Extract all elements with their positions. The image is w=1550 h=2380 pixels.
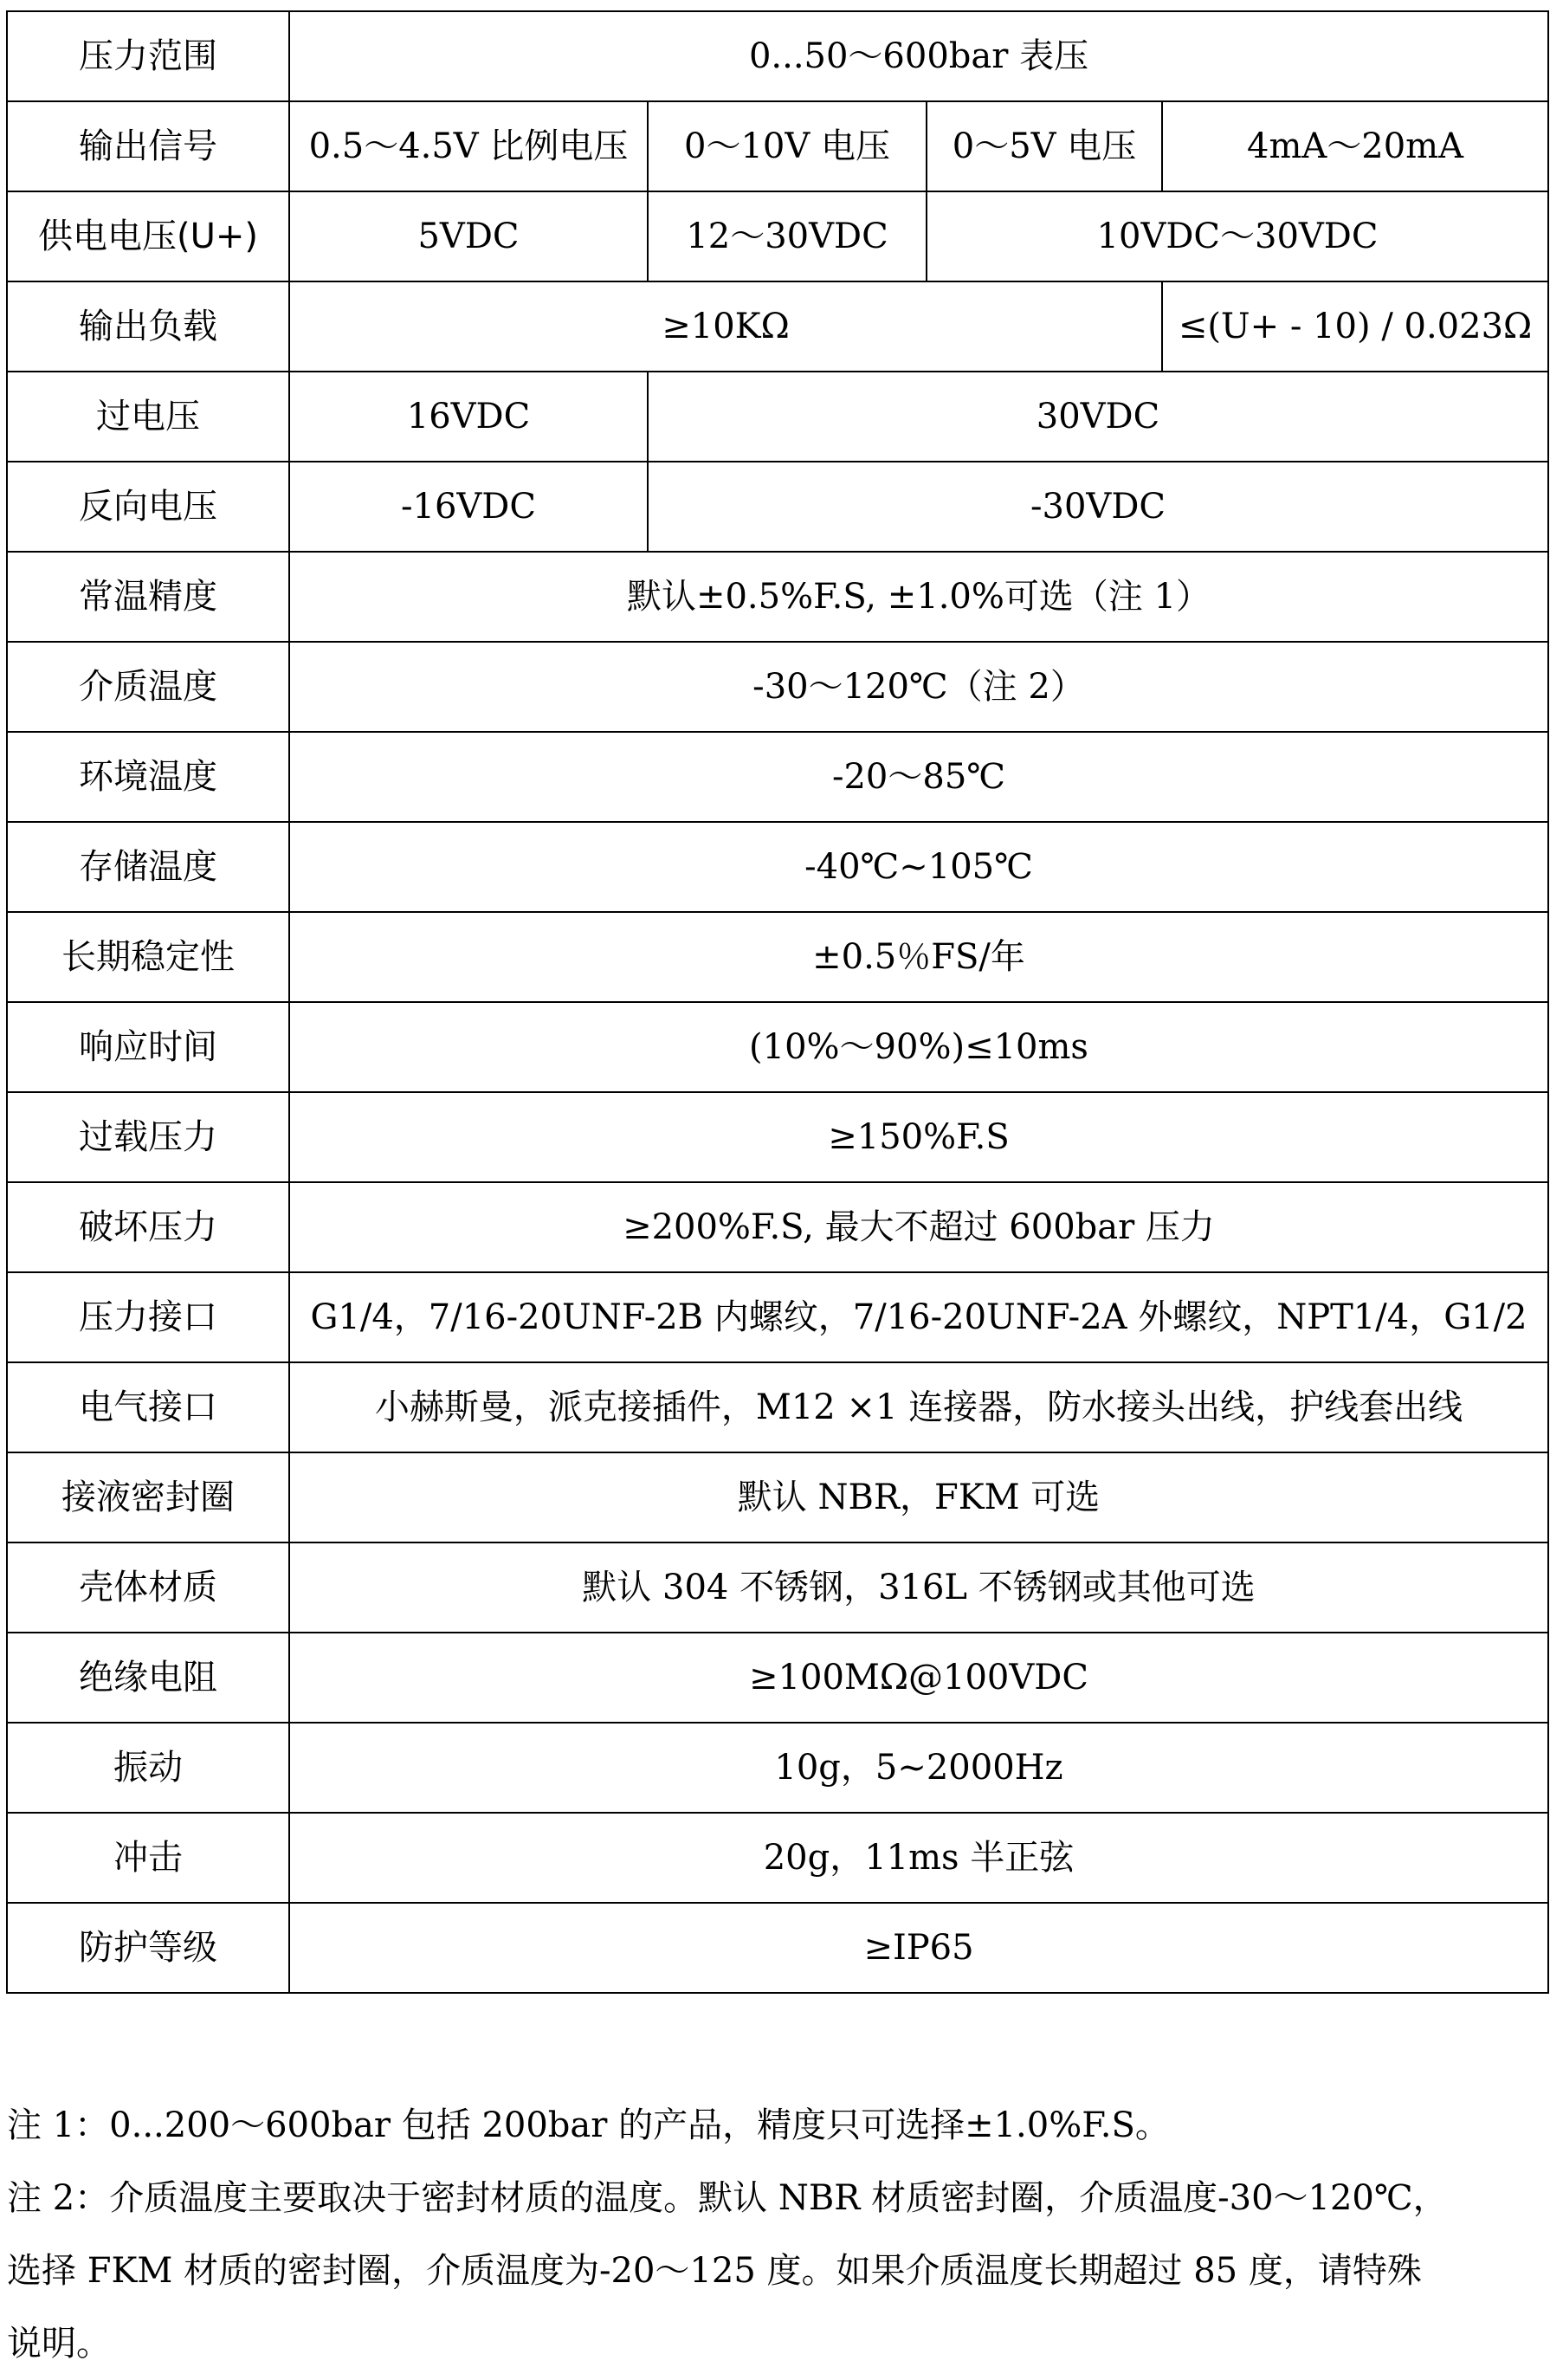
row-label: 电气接口 <box>7 1362 289 1452</box>
row-label: 存储温度 <box>7 822 289 912</box>
row-value: ≥IP65 <box>289 1903 1548 1993</box>
row-value: 小赫斯曼，派克接插件，M12 ×1 连接器，防水接头出线，护线套出线 <box>289 1362 1548 1452</box>
row-label: 过载压力 <box>7 1092 289 1182</box>
footnotes <box>7 2089 1531 2380</box>
row-label: 输出负载 <box>7 281 289 372</box>
row-value: ≥100MΩ@100VDC <box>289 1633 1548 1723</box>
footnote-2-line-3: 说明。 <box>7 2324 111 2364</box>
table-row <box>7 11 1548 101</box>
table-row <box>7 1002 1548 1092</box>
row-value: 12～30VDC <box>648 191 927 281</box>
row-label: 环境温度 <box>7 732 289 822</box>
table-row <box>7 1542 1548 1633</box>
row-value: -20～85℃ <box>289 732 1548 822</box>
table-row <box>7 1092 1548 1182</box>
table-row <box>7 552 1548 642</box>
row-value: G1/4，7/16-20UNF-2B 内螺纹，7/16-20UNF-2A 外螺纹，NPT1/4，G1/2 <box>289 1272 1548 1362</box>
table-row <box>7 101 1548 191</box>
row-label: 破坏压力 <box>7 1182 289 1272</box>
row-value: 0～5V 电压 <box>927 101 1162 191</box>
table-row <box>7 732 1548 822</box>
row-label: 接液密封圈 <box>7 1452 289 1542</box>
row-value: 10g，5~2000Hz <box>289 1723 1548 1813</box>
row-value: ±0.5％FS/年 <box>289 912 1548 1002</box>
row-label: 绝缘电阻 <box>7 1633 289 1723</box>
row-value: -40℃~105℃ <box>289 822 1548 912</box>
row-value: 16VDC <box>289 372 648 462</box>
table-row <box>7 1272 1548 1362</box>
footnote-1: 注 1：0...200～600bar 包括 200bar 的产品，精度只可选择±1.0%F.S。 <box>7 2105 1170 2145</box>
row-value: 默认±0.5%F.S, ±1.0%可选（注 1） <box>289 552 1548 642</box>
table-row <box>7 642 1548 732</box>
spec-table <box>6 10 1549 1994</box>
table-row <box>7 191 1548 281</box>
row-label: 压力接口 <box>7 1272 289 1362</box>
table-row <box>7 372 1548 462</box>
row-label: 长期稳定性 <box>7 912 289 1002</box>
row-value: 默认 NBR，FKM 可选 <box>289 1452 1548 1542</box>
row-value: -30～120℃（注 2） <box>289 642 1548 732</box>
table-row <box>7 1182 1548 1272</box>
row-value: -30VDC <box>648 462 1548 552</box>
row-value: 0～10V 电压 <box>648 101 927 191</box>
row-value: 默认 304 不锈钢，316L 不锈钢或其他可选 <box>289 1542 1548 1633</box>
row-label: 输出信号 <box>7 101 289 191</box>
row-label: 壳体材质 <box>7 1542 289 1633</box>
table-row <box>7 822 1548 912</box>
table-row <box>7 1813 1548 1903</box>
row-value: 4mA～20mA <box>1162 101 1548 191</box>
row-value: 5VDC <box>289 191 648 281</box>
table-row <box>7 1362 1548 1452</box>
row-value: -16VDC <box>289 462 648 552</box>
row-label: 冲击 <box>7 1813 289 1903</box>
table-row <box>7 1633 1548 1723</box>
row-value: ≥10KΩ <box>289 281 1162 372</box>
table-row <box>7 1452 1548 1542</box>
row-value: ≤(U+ - 10) / 0.023Ω <box>1162 281 1548 372</box>
row-label: 防护等级 <box>7 1903 289 1993</box>
row-value: (10%～90%)≤10ms <box>289 1002 1548 1092</box>
row-label: 反向电压 <box>7 462 289 552</box>
table-row <box>7 912 1548 1002</box>
footnote-2-line-1: 注 2：介质温度主要取决于密封材质的温度。默认 NBR 材质密封圈，介质温度-30～120℃， <box>7 2178 1448 2218</box>
row-value: ≥150%F.S <box>289 1092 1548 1182</box>
row-label: 常温精度 <box>7 552 289 642</box>
row-value: 0.5～4.5V 比例电压 <box>289 101 648 191</box>
row-value: 10VDC～30VDC <box>927 191 1548 281</box>
table-row <box>7 1903 1548 1993</box>
row-label: 介质温度 <box>7 642 289 732</box>
row-value: 20g，11ms 半正弦 <box>289 1813 1548 1903</box>
row-label: 供电电压(U+) <box>7 191 289 281</box>
row-label: 响应时间 <box>7 1002 289 1092</box>
row-label: 振动 <box>7 1723 289 1813</box>
table-row <box>7 281 1548 372</box>
table-row <box>7 1723 1548 1813</box>
row-label: 压力范围 <box>7 11 289 101</box>
row-value: ≥200%F.S, 最大不超过 600bar 压力 <box>289 1182 1548 1272</box>
row-value: 30VDC <box>648 372 1548 462</box>
row-value: 0...50～600bar 表压 <box>289 11 1548 101</box>
row-label: 过电压 <box>7 372 289 462</box>
table-row <box>7 462 1548 552</box>
footnote-2-line-2: 选择 FKM 材质的密封圈，介质温度为-20～125 度。如果介质温度长期超过 85 度，请特殊 <box>7 2251 1422 2291</box>
